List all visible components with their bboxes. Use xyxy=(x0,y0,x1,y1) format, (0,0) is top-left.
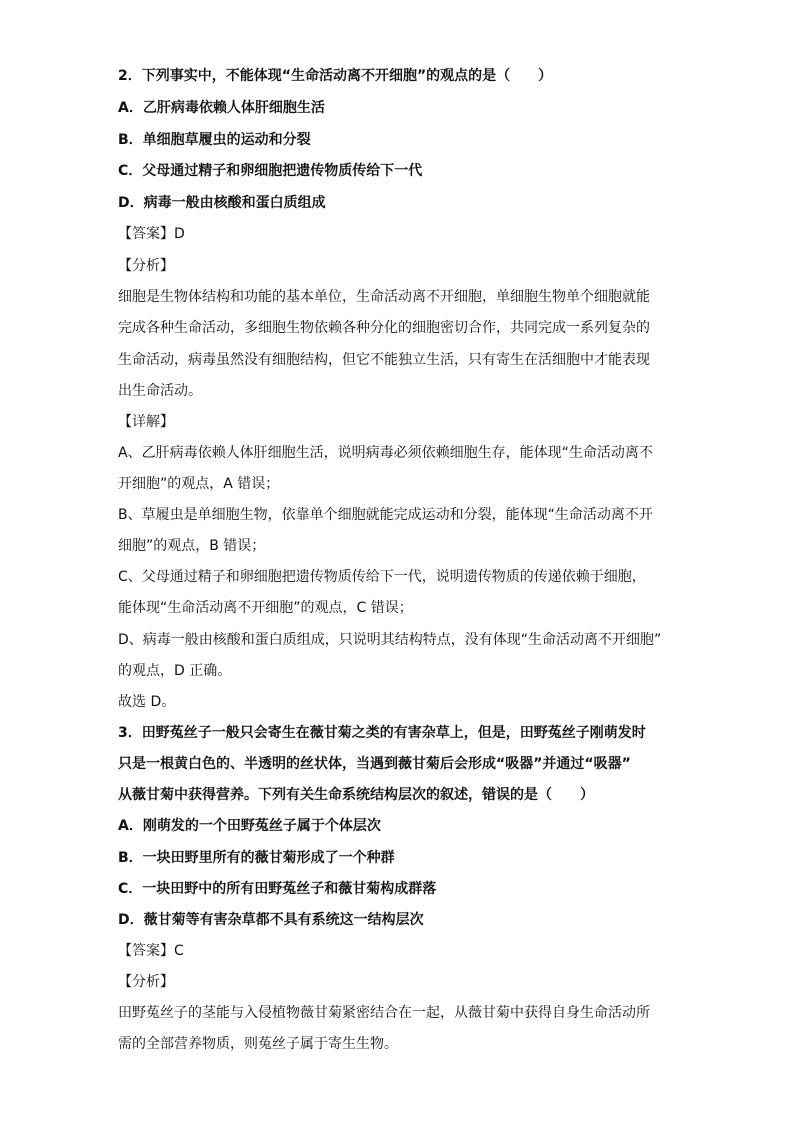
q2-conclusion: 故选 D。 xyxy=(118,694,176,710)
q3-option-a: A．刚萌发的一个田野菟丝子属于个体层次 xyxy=(118,818,381,834)
q2-detail-label: 【详解】 xyxy=(118,414,174,430)
q3-stem-line: 只是一根黄白色的、半透明的丝状体，当遇到薇甘菊后会形成“吸器”并通过“吸器” xyxy=(118,756,631,772)
q2-detail-line: 开细胞”的观点，A 错误； xyxy=(118,476,280,492)
q2-option-c: C．父母通过精子和卵细胞把遗传物质传给下一代 xyxy=(118,163,423,179)
q3-option-b: B．一块田野里所有的薇甘菊形成了一个种群 xyxy=(118,850,395,866)
q2-detail-line: 细胞”的观点，B 错误； xyxy=(118,538,266,554)
q3-option-c: C．一块田野中的所有田野菟丝子和薇甘菊构成群落 xyxy=(118,881,437,897)
q3-analysis-line: 需的全部营养物质，则菟丝子属于寄生生物。 xyxy=(118,1036,398,1052)
q2-option-d: D．病毒一般由核酸和蛋白质组成 xyxy=(118,195,326,211)
q2-detail-line: C、父母通过精子和卵细胞把遗传物质传给下一代，说明遗传物质的传递依赖于细胞， xyxy=(118,569,646,585)
q2-analysis-line: 细胞是生物体结构和功能的基本单位，生命活动离不开细胞，单细胞生物单个细胞就能 xyxy=(118,289,650,305)
q2-analysis-label: 【分析】 xyxy=(118,258,174,274)
q2-detail-line: 的观点，D 正确。 xyxy=(118,663,232,679)
q2-answer: 【答案】D xyxy=(118,226,185,242)
q2-analysis-line: 生命活动，病毒虽然没有细胞结构，但它不能独立生活，只有寄生在活细胞中才能表现 xyxy=(118,352,650,368)
q2-option-a: A．乙肝病毒依赖人体肝细胞生活 xyxy=(118,100,325,116)
q3-option-d: D．薇甘菊等有害杂草都不具有系统这一结构层次 xyxy=(118,912,424,928)
q2-detail-line: 能体现“生命活动离不开细胞”的观点，C 错误； xyxy=(118,600,413,616)
q2-detail-line: B、草履虫是单细胞生物，依靠单个细胞就能完成运动和分裂，能体现“生命活动离不开 xyxy=(118,507,653,523)
q3-stem-line: 3．田野菟丝子一般只会寄生在薇甘菊之类的有害杂草上，但是，田野菟丝子刚萌发时 xyxy=(118,725,646,741)
q2-detail-line: D、病毒一般由核酸和蛋白质组成，只说明其结构特点，没有体现“生命活动离不开细胞” xyxy=(118,632,662,648)
q2-option-b: B．单细胞草履虫的运动和分裂 xyxy=(118,132,311,148)
q2-analysis-line: 完成各种生命活动，多细胞生物依赖各种分化的细胞密切合作，共同完成一系列复杂的 xyxy=(118,320,650,336)
q2-detail-line: A、乙肝病毒依赖人体肝细胞生活，说明病毒必须依赖细胞生存，能体现“生命活动离不 xyxy=(118,445,653,461)
q3-stem-line: 从薇甘菊中获得营养。下列有关生命系统结构层次的叙述，错误的是（ ） xyxy=(118,787,594,803)
q3-answer: 【答案】C xyxy=(118,943,184,959)
q3-analysis-label: 【分析】 xyxy=(118,974,174,990)
q2-analysis-line: 出生命活动。 xyxy=(118,383,202,399)
q2-stem: 2．下列事实中，不能体现“生命活动离不开细胞”的观点的是（ ） xyxy=(118,68,553,84)
q3-analysis-line: 田野菟丝子的茎能与入侵植物薇甘菊紧密结合在一起，从薇甘菊中获得自身生命活动所 xyxy=(118,1005,650,1021)
